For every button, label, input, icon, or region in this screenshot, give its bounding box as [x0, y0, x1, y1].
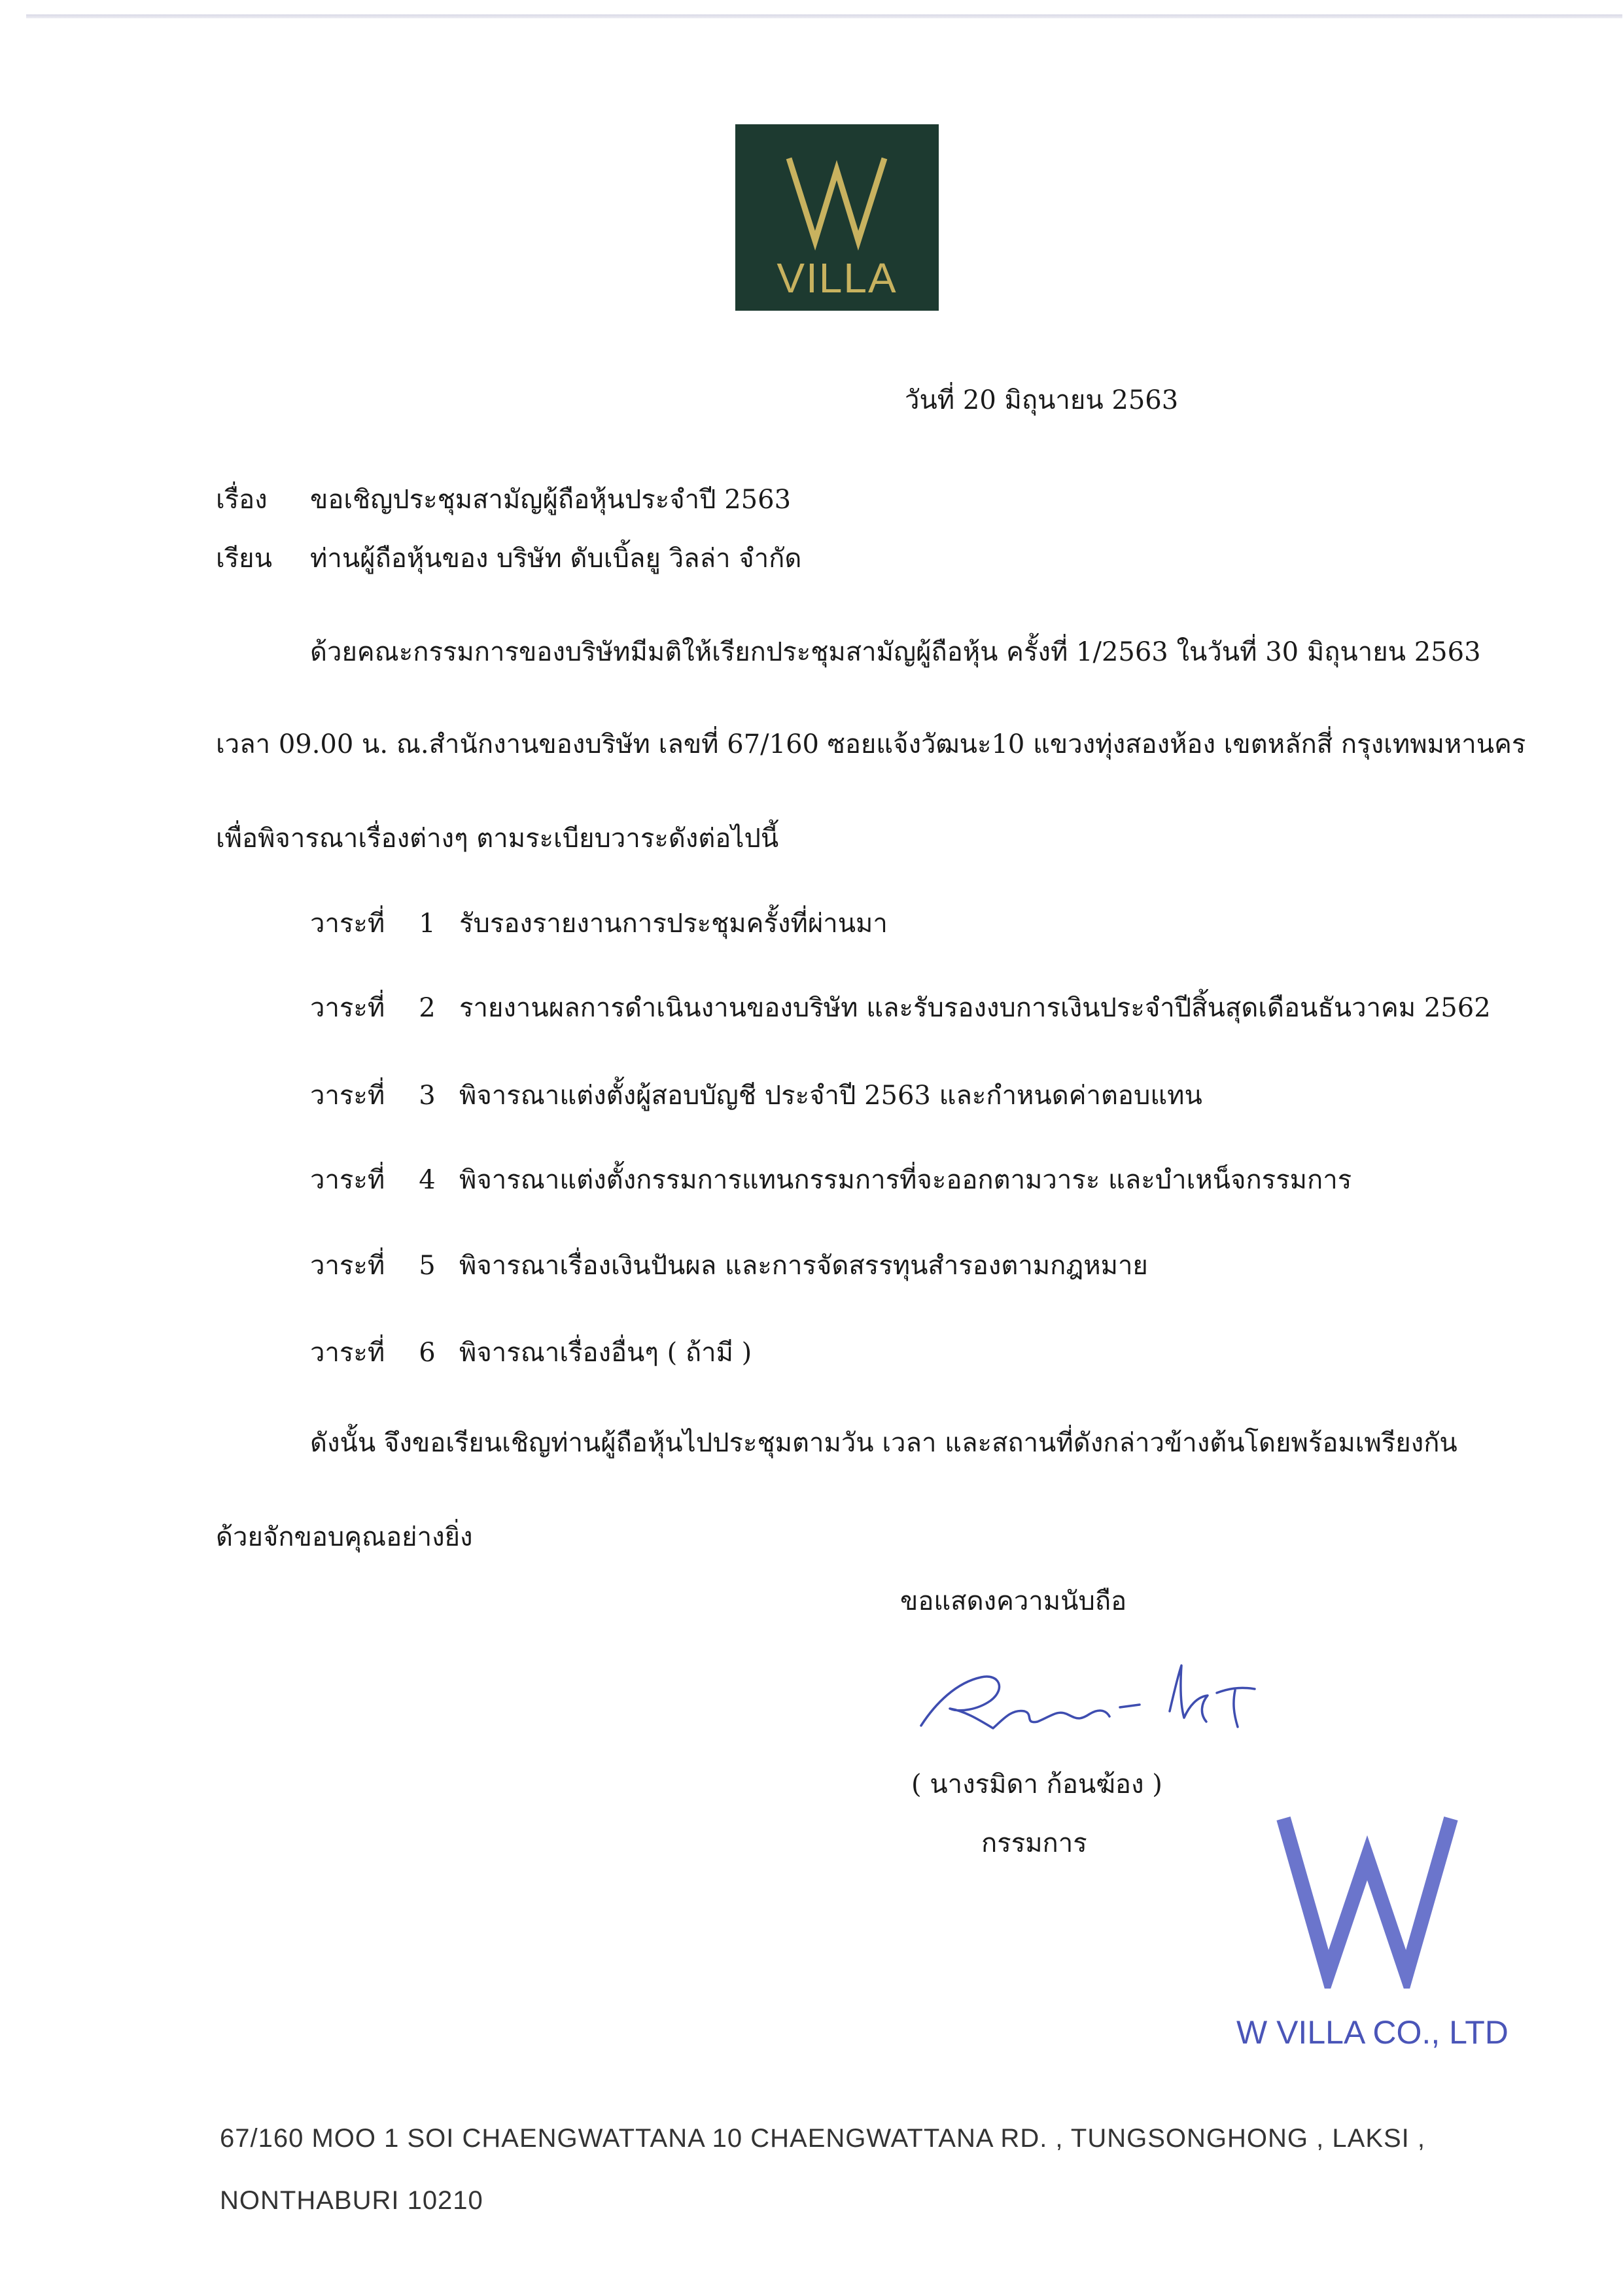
closing-line-1: ดังนั้น จึงขอเรียนเชิญท่านผู้ถือหุ้นไปประชุมตามวัน เวลา และสถานที่ดังกล่าวข้างต้นโดยพร้อมเพรียงกัน: [310, 1428, 1457, 1458]
signatory-name: ( นางรมิดา ก้อนฆ้อง ): [911, 1769, 1162, 1800]
agenda-label: วาระที่: [310, 1165, 385, 1195]
intro-line-1: ด้วยคณะกรรมการของบริษัทมีมติให้เรียกประชุมสามัญผู้ถือหุ้น ครั้งที่ 1/2563 ในวันที่ 30 มิถุนายน 2563: [310, 637, 1481, 667]
agenda-label: วาระที่: [310, 1251, 385, 1281]
agenda-number: 5: [419, 1251, 436, 1281]
company-logo: [735, 124, 939, 311]
top-rule: [26, 14, 1622, 18]
intro-line-3: เพื่อพิจารณาเรื่องต่างๆ ตามระเบียบวาระดังต่อไปนี้: [216, 824, 779, 854]
recipient-label: เรียน: [216, 544, 272, 574]
footer-address-line-2: NONTHABURI 10210: [220, 2186, 483, 2215]
intro-line-2: เวลา 09.00 น. ณ.สำนักงานของบริษัท เลขที่ 67/160 ซอยแจ้งวัฒนะ10 แขวงทุ่งสองห้อง เขตหลักสี่ กรุงเทพมหานคร: [216, 729, 1526, 759]
agenda-text: พิจารณาเรื่องอื่นๆ ( ถ้ามี ): [459, 1338, 752, 1368]
regards: ขอแสดงความนับถือ: [900, 1586, 1127, 1616]
agenda-number: 4: [419, 1165, 436, 1195]
agenda-text: รับรองรายงานการประชุมครั้งที่ผ่านมา: [459, 909, 888, 939]
agenda-text: พิจารณาแต่งตั้งผู้สอบบัญชี ประจำปี 2563 และกำหนดค่าตอบแทน: [459, 1081, 1202, 1111]
agenda-label: วาระที่: [310, 993, 385, 1023]
stamp-w-letter: [1269, 1805, 1465, 1989]
subject-text: ขอเชิญประชุมสามัญผู้ถือหุ้นประจำปี 2563: [310, 485, 792, 515]
agenda-number: 6: [419, 1338, 436, 1368]
agenda-number: 3: [419, 1081, 436, 1111]
agenda-number: 2: [419, 993, 436, 1023]
stamp-text: W VILLA CO., LTD: [1236, 2014, 1509, 2051]
agenda-text: พิจารณาเรื่องเงินปันผล และการจัดสรรทุนสำรองตามกฎหมาย: [459, 1251, 1148, 1281]
date-line: วันที่ 20 มิถุนายน 2563: [905, 385, 1179, 415]
subject-label: เรื่อง: [216, 485, 268, 515]
recipient-text: ท่านผู้ถือหุ้นของ บริษัท ดับเบิ้ลยู วิลล่า จำกัด: [310, 544, 802, 574]
handwritten-signature: [909, 1648, 1263, 1747]
footer-address-line-1: 67/160 MOO 1 SOI CHAENGWATTANA 10 CHAENGWATTANA RD. , TUNGSONGHONG , LAKSI ,: [220, 2124, 1426, 2153]
agenda-text: รายงานผลการดำเนินงานของบริษัท และรับรองงบการเงินประจำปีสิ้นสุดเดือนธันวาคม 2562: [459, 993, 1491, 1023]
agenda-text: พิจารณาแต่งตั้งกรรมการแทนกรรมการที่จะออกตามวาระ และบำเหน็จกรรมการ: [459, 1165, 1352, 1195]
agenda-label: วาระที่: [310, 909, 385, 939]
agenda-label: วาระที่: [310, 1081, 385, 1111]
logo-text: VILLA: [777, 254, 898, 302]
signatory-title: กรรมการ: [981, 1828, 1087, 1858]
closing-line-2: ด้วยจักขอบคุณอย่างยิ่ง: [216, 1522, 473, 1552]
agenda-label: วาระที่: [310, 1338, 385, 1368]
agenda-number: 1: [419, 909, 436, 939]
